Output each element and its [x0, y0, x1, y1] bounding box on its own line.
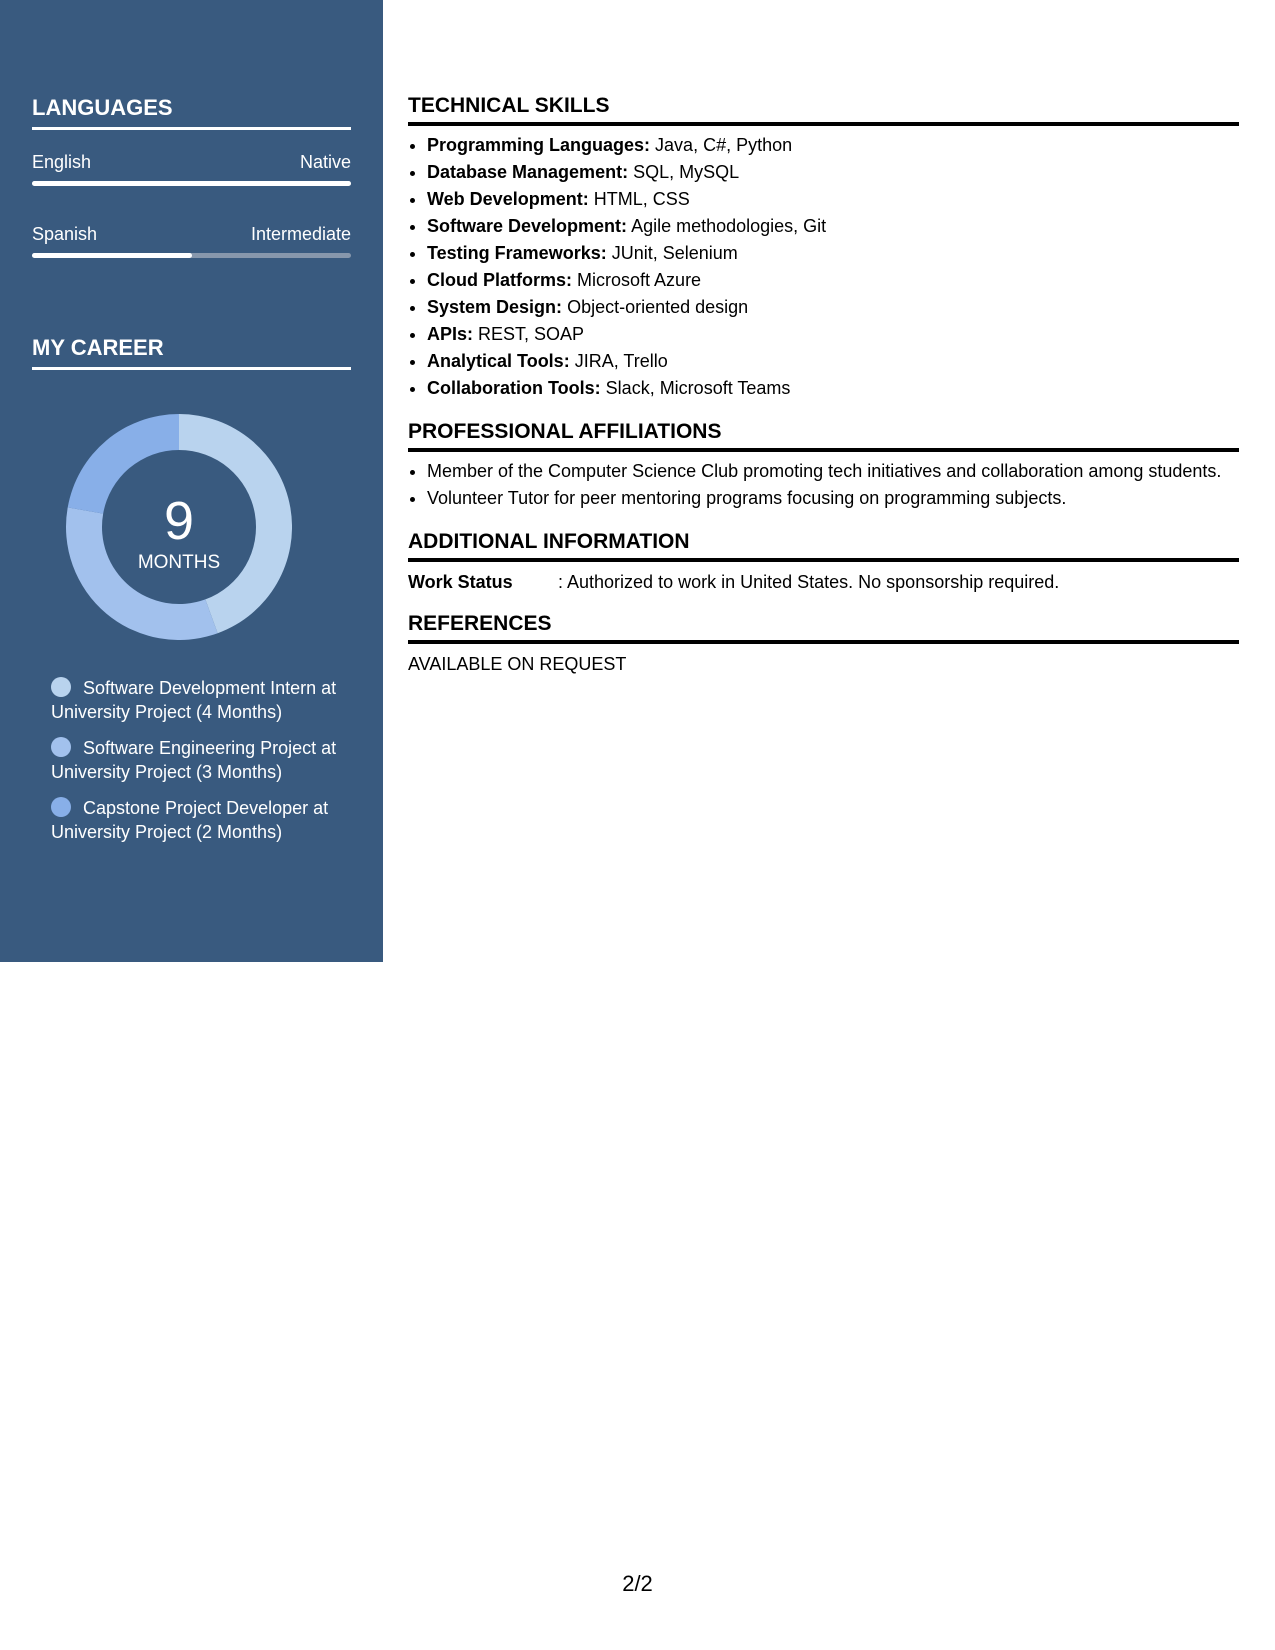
skill-label: APIs:: [427, 324, 474, 344]
additional-info-heading: ADDITIONAL INFORMATION: [408, 530, 1239, 562]
legend-dot-icon: [51, 737, 71, 757]
skill-value: REST, SOAP: [478, 324, 585, 344]
skill-item: [427, 159, 1239, 186]
skill-item: [427, 132, 1239, 159]
page-number: 2/2: [622, 1571, 653, 1596]
skill-item: [427, 213, 1239, 240]
language-proficiency-bar: [32, 181, 351, 186]
references-heading: REFERENCES: [408, 612, 1239, 644]
career-donut-chart: [66, 414, 292, 640]
skill-item: [427, 294, 1239, 321]
sidebar: [0, 0, 383, 962]
language-name: English: [32, 152, 92, 172]
career-legend-item: [51, 676, 341, 724]
donut-segment: [66, 507, 221, 640]
career-legend: [51, 676, 341, 856]
career-legend-item: [51, 736, 341, 784]
skill-value: Slack, Microsoft Teams: [605, 378, 791, 398]
career-legend-item: [51, 796, 341, 844]
skill-label: System Design:: [427, 297, 563, 317]
career-total-value: 9: [163, 491, 195, 551]
work-status-row: [408, 570, 1239, 594]
skill-label: Web Development:: [427, 189, 589, 209]
career-section: [32, 335, 351, 370]
skill-label: Testing Frameworks:: [427, 243, 607, 263]
skill-item: [427, 321, 1239, 348]
affiliations-list: [408, 458, 1239, 512]
legend-dot-icon: [51, 677, 71, 697]
donut-segment: [179, 414, 292, 633]
skill-label: Database Management:: [427, 162, 629, 182]
career-legend-label: Software Engineering Project at University Project (3 Months): [51, 738, 337, 782]
skill-value: Agile methodologies, Git: [631, 216, 827, 236]
skill-item: [427, 186, 1239, 213]
skill-label: Software Development:: [427, 216, 628, 236]
skill-label: Cloud Platforms:: [427, 270, 573, 290]
skill-value: JUnit, Selenium: [611, 243, 738, 263]
skill-item: [427, 348, 1239, 375]
affiliations-heading: PROFESSIONAL AFFILIATIONS: [408, 420, 1239, 452]
technical-skills-heading: TECHNICAL SKILLS: [408, 94, 1239, 126]
skill-value: Microsoft Azure: [577, 270, 702, 290]
skill-value: Object-oriented design: [567, 297, 749, 317]
career-total-unit: MONTHS: [137, 552, 221, 573]
skill-label: Programming Languages:: [427, 135, 651, 155]
skill-value: Java, C#, Python: [655, 135, 793, 155]
language-row: [32, 224, 351, 245]
career-legend-label: Capstone Project Developer at University Project (2 Months): [51, 798, 329, 842]
skill-label: Analytical Tools:: [427, 351, 570, 371]
language-row: [32, 152, 351, 173]
affiliation-item: • Volunteer Tutor for peer mentoring programs focusing on programming subjects.: [427, 485, 1239, 512]
skill-value: SQL, MySQL: [633, 162, 740, 182]
main-content: [408, 94, 1239, 675]
skill-item: [427, 267, 1239, 294]
career-legend-label: Software Development Intern at University Project (4 Months): [51, 678, 337, 722]
languages-heading: LANGUAGES: [32, 95, 351, 130]
skill-label: Collaboration Tools:: [427, 378, 601, 398]
skill-item: [427, 375, 1239, 402]
work-status-value: : Authorized to work in United States. No sponsorship required.: [558, 572, 1060, 592]
language-level: Native: [299, 152, 351, 172]
language-name: Spanish: [32, 224, 98, 244]
language-level: Intermediate: [250, 224, 351, 244]
references-text: AVAILABLE ON REQUEST: [408, 654, 627, 674]
language-list: [32, 152, 351, 258]
language-proficiency-fill: [32, 253, 192, 258]
skill-value: JIRA, Trello: [574, 351, 668, 371]
technical-skills-list: [408, 132, 1239, 402]
legend-dot-icon: [51, 797, 71, 817]
language-proficiency-bar: [32, 253, 351, 258]
skill-value: HTML, CSS: [593, 189, 690, 209]
donut-segment: [68, 414, 179, 514]
language-proficiency-fill: [32, 181, 351, 186]
work-status-label: Work Status: [408, 572, 513, 592]
career-heading: MY CAREER: [32, 335, 351, 370]
languages-section: [32, 95, 351, 258]
affiliation-item: • Member of the Computer Science Club promoting tech initiatives and collaboration among students.: [427, 458, 1239, 485]
skill-item: [427, 240, 1239, 267]
